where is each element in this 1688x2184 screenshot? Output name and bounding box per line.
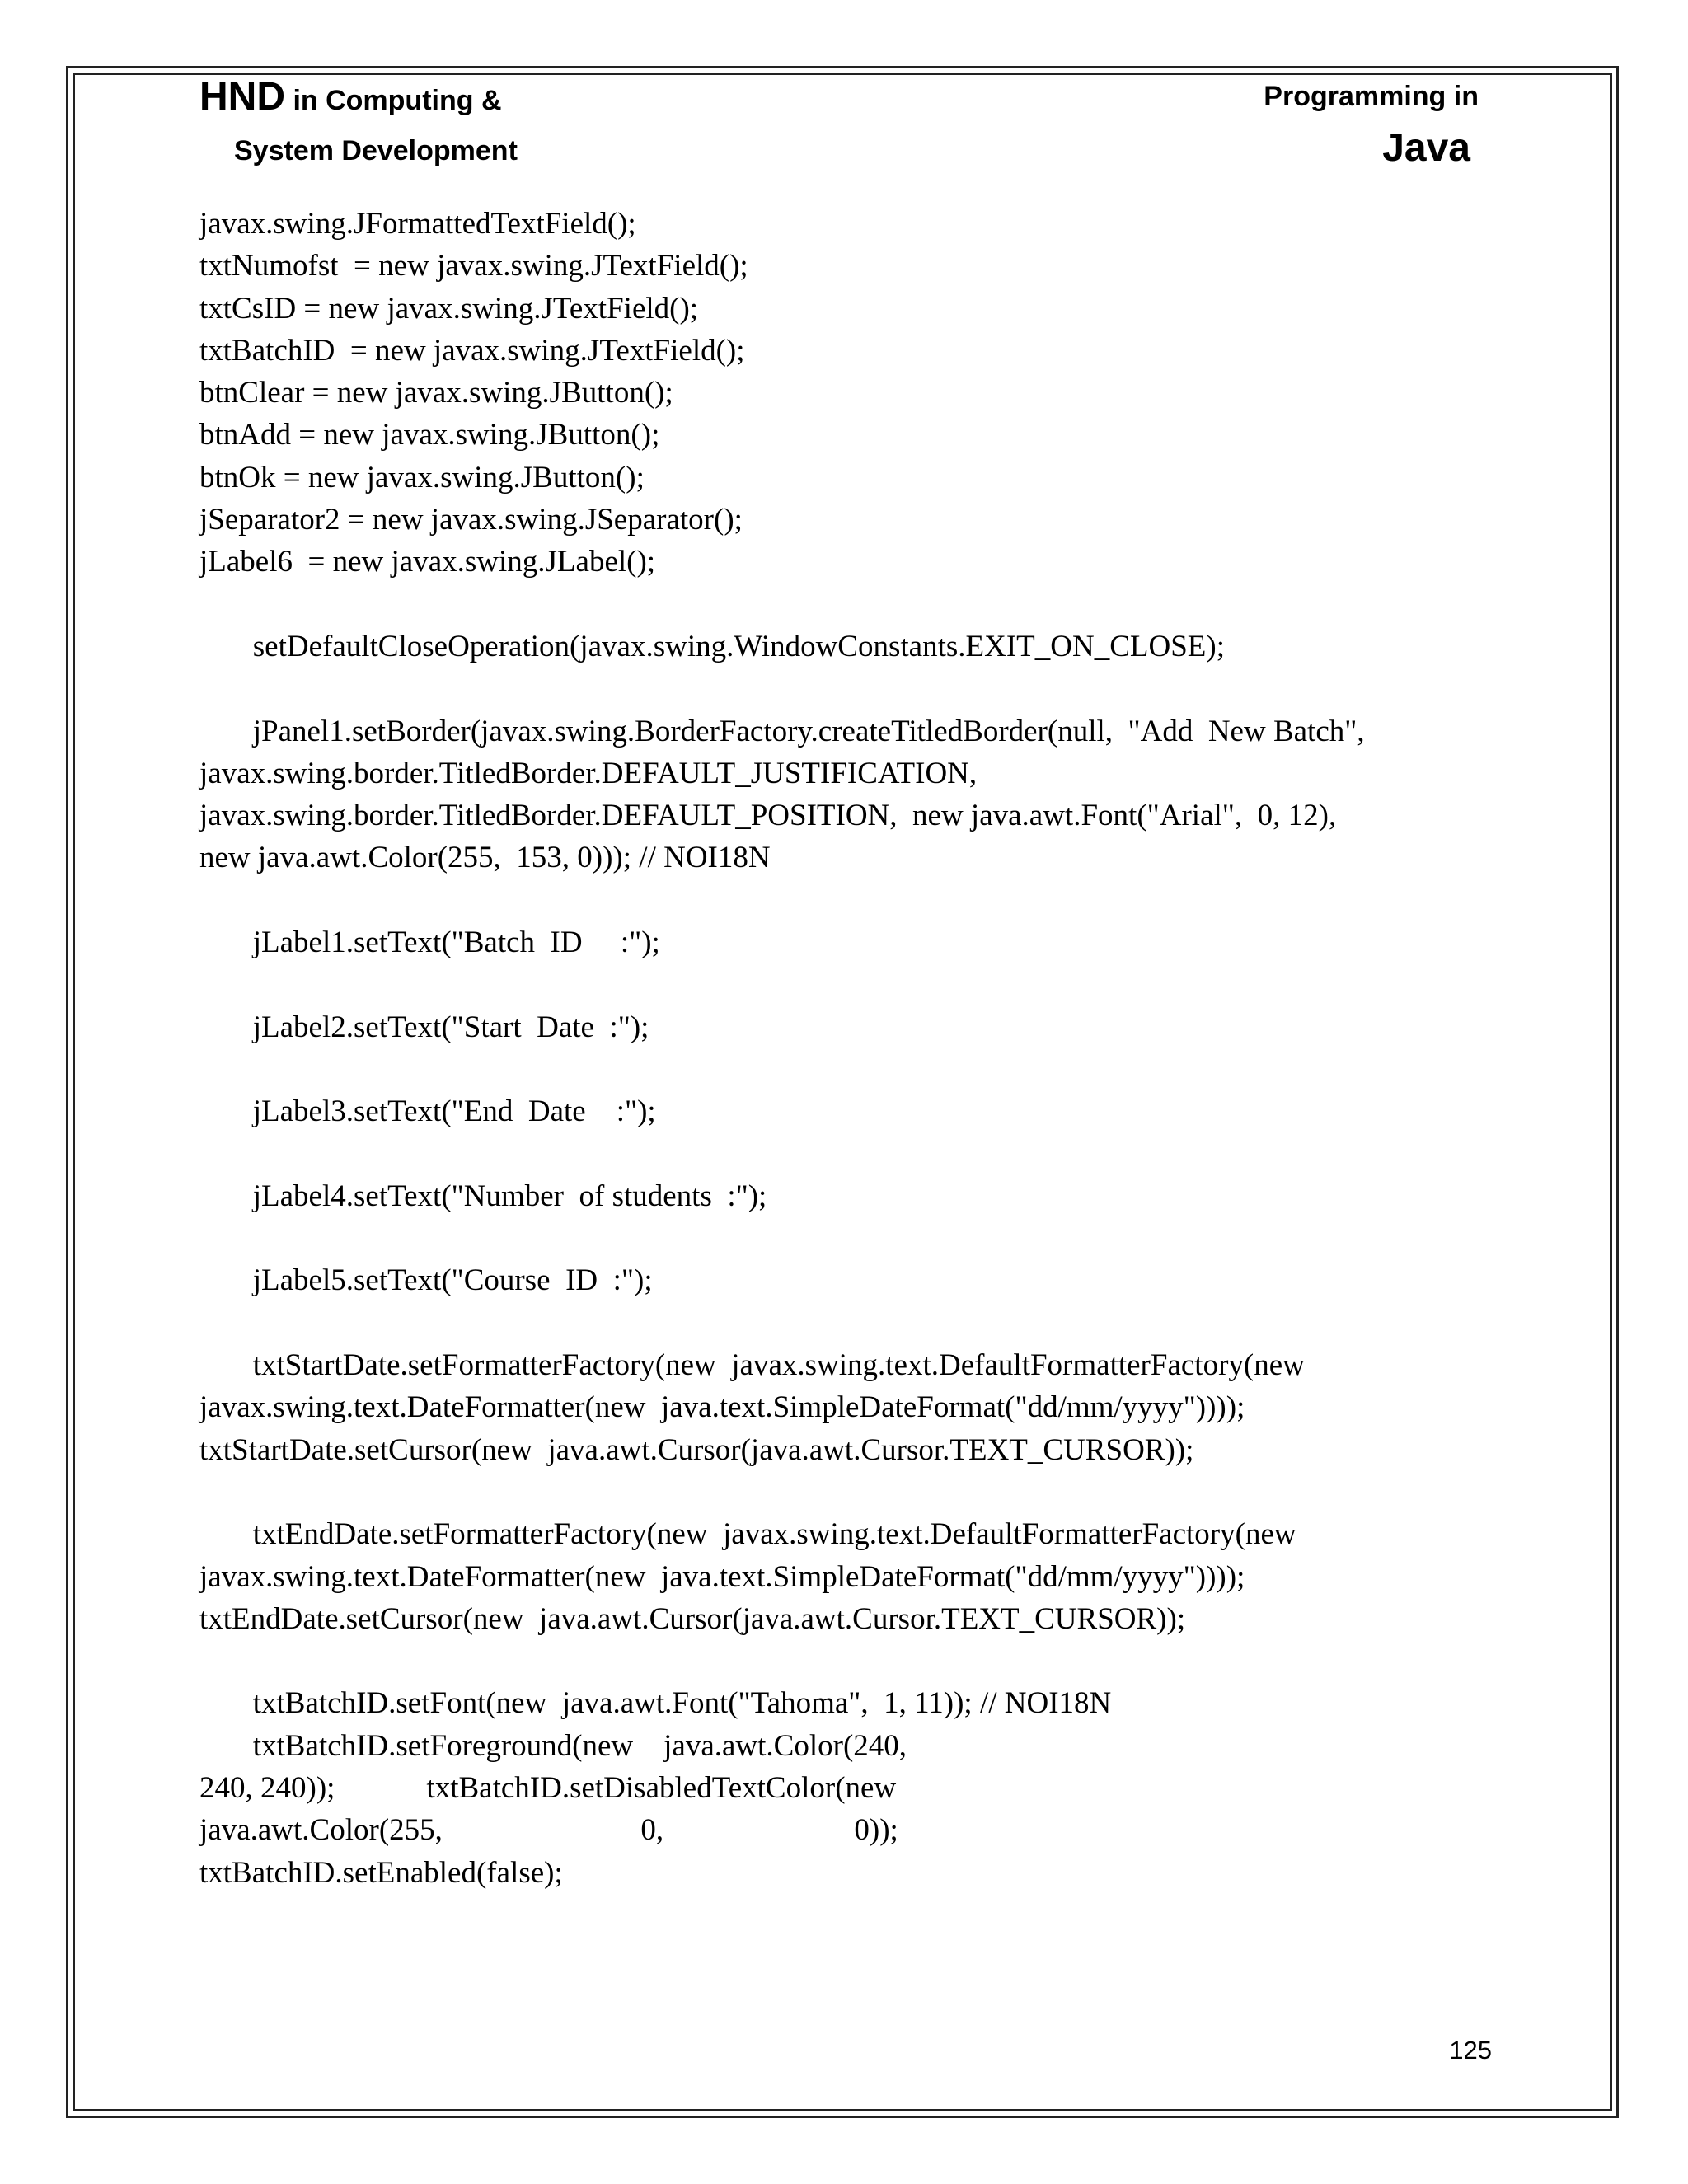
code-line [199, 1302, 1518, 1344]
code-line [199, 879, 1518, 921]
header-computing: in Computing & [285, 85, 502, 116]
code-line: 240, 240)); txtBatchID.setDisabledTextColor(new [199, 1770, 897, 1805]
page-number: 125 [1449, 2036, 1492, 2064]
code-line: jLabel4.setText("Number of students :"); [199, 1179, 767, 1213]
header-hnd: HND [199, 75, 285, 119]
code-line: java.awt.Color(255, 0, 0)); [199, 1813, 898, 1848]
code-line: jLabel5.setText("Course ID :"); [199, 1263, 653, 1298]
code-line: new java.awt.Color(255, 153, 0))); // NOI18N [199, 841, 771, 875]
code-line: btnAdd = new javax.swing.JButton(); [199, 418, 660, 452]
code-line [199, 1133, 1518, 1175]
code-line: jLabel3.setText("End Date :"); [199, 1094, 656, 1129]
code-line: txtBatchID.setForeground(new java.awt.Color(240, [199, 1728, 907, 1763]
code-line: jPanel1.setBorder(javax.swing.BorderFactory.createTitledBorder(null, "Add New Batch", [199, 714, 1365, 748]
header-left-line1 [199, 74, 502, 120]
code-line: jSeparator2 = new javax.swing.JSeparator(); [199, 503, 743, 537]
code-line: javax.swing.text.DateFormatter(new java.text.SimpleDateFormat("dd/mm/yyyy")))); [199, 1559, 1245, 1594]
code-line: jLabel6 = new javax.swing.JLabel(); [199, 545, 656, 579]
header-right-line2: Java [1382, 126, 1470, 170]
code-line: txtStartDate.setFormatterFactory(new javax.swing.text.DefaultFormatterFactory(new [199, 1348, 1305, 1383]
code-line: txtBatchID = new javax.swing.JTextField(); [199, 333, 745, 368]
code-line: setDefaultCloseOperation(javax.swing.WindowConstants.EXIT_ON_CLOSE); [199, 629, 1225, 663]
code-line: javax.swing.text.DateFormatter(new java.text.SimpleDateFormat("dd/mm/yyyy")))); [199, 1390, 1245, 1425]
code-line [199, 963, 1518, 1005]
header-left-line2: System Development [234, 135, 518, 166]
code-line: txtNumofst = new javax.swing.JTextField(); [199, 249, 748, 284]
code-line: btnOk = new javax.swing.JButton(); [199, 460, 645, 494]
code-listing [199, 203, 1518, 1894]
code-line [199, 583, 1518, 626]
code-line: txtEndDate.setCursor(new java.awt.Cursor(java.awt.Cursor.TEXT_CURSOR)); [199, 1601, 1186, 1636]
code-line [199, 1048, 1518, 1090]
code-line: javax.swing.JFormattedTextField(); [199, 207, 636, 241]
code-line: jLabel1.setText("Batch ID :"); [199, 926, 660, 960]
code-line: javax.swing.border.TitledBorder.DEFAULT_POSITION, new java.awt.Font("Arial", 0, 12), [199, 799, 1337, 833]
code-line: txtBatchID.setEnabled(false); [199, 1855, 563, 1890]
code-line [199, 1217, 1518, 1259]
code-line: txtEndDate.setFormatterFactory(new javax.swing.text.DefaultFormatterFactory(new [199, 1517, 1296, 1552]
code-line [199, 668, 1518, 710]
code-line: txtCsID = new javax.swing.JTextField(); [199, 291, 699, 326]
code-line: btnClear = new javax.swing.JButton(); [199, 376, 673, 410]
code-line: txtStartDate.setCursor(new java.awt.Cursor(java.awt.Cursor.TEXT_CURSOR)); [199, 1432, 1194, 1467]
code-line [199, 1640, 1518, 1682]
code-line: txtBatchID.setFont(new java.awt.Font("Tahoma", 1, 11)); // NOI18N [199, 1686, 1112, 1721]
code-line: jLabel2.setText("Start Date :"); [199, 1010, 649, 1044]
code-line [199, 1471, 1518, 1513]
header-right-line1: Programming in [1264, 81, 1479, 112]
code-line: javax.swing.border.TitledBorder.DEFAULT_JUSTIFICATION, [199, 756, 978, 790]
